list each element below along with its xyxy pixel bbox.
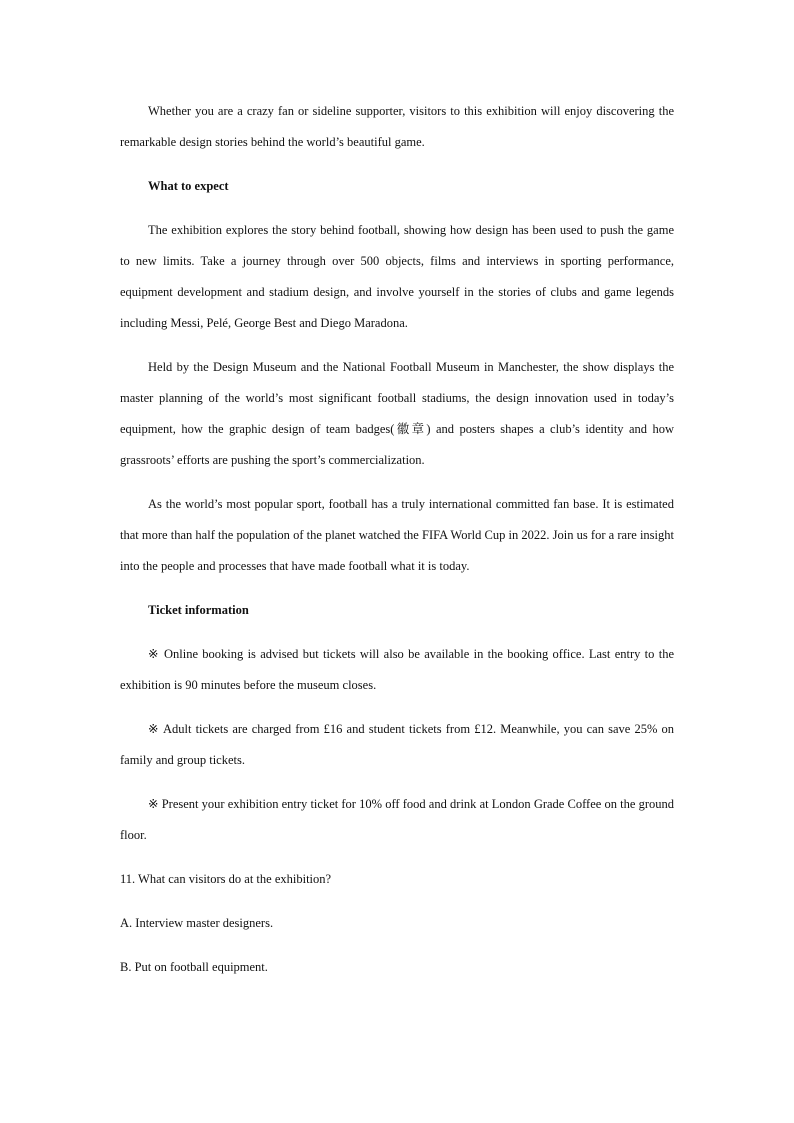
option-b: B. Put on football equipment. bbox=[120, 960, 268, 974]
ticket-item-2 bbox=[120, 714, 674, 776]
bullet-mark-icon: ※ bbox=[148, 722, 160, 736]
ticket-item-3 bbox=[120, 789, 674, 851]
bullet-mark-icon: ※ bbox=[148, 647, 160, 661]
expect-paragraph-2: Held by the Design Museum and the National Football Museum in Manchester, the show displays the master planning of the world’s most significant football stadiums, the design innovation used in today’s equipment, how the graphic design of team badges(徽章) and posters shapes a club’s identity and how grassroots’ efforts are pushing the sport’s commercialization. bbox=[120, 360, 674, 467]
ticket-item-3-text: Present your exhibition entry ticket for 10% off food and drink at London Grade Coffee on the ground floor. bbox=[120, 797, 674, 842]
heading-ticket-information: Ticket information bbox=[148, 603, 249, 617]
expect-paragraph-3: As the world’s most popular sport, football has a truly international committed fan base. It is estimated that more than half the population of the planet watched the FIFA World Cup in 2022. Join us for a rare insight into the people and processes that have made football what it is today. bbox=[120, 497, 674, 573]
option-a: A. Interview master designers. bbox=[120, 916, 274, 930]
document-page bbox=[120, 96, 674, 996]
ticket-item-1 bbox=[120, 639, 674, 701]
expect-paragraph-1: The exhibition explores the story behind football, showing how design has been used to push the game to new limits. Take a journey through over 500 objects, films and interviews in sporting performance, equipment development and stadium design, and involve yourself in the stories of clubs and game legends including Messi, Pelé, George Best and Diego Maradona. bbox=[120, 223, 674, 330]
ticket-item-1-text: Online booking is advised but tickets will also be available in the booking office. Last entry to the exhibition is 90 minutes before the museum closes. bbox=[120, 647, 674, 692]
heading-what-to-expect: What to expect bbox=[148, 179, 229, 193]
bullet-mark-icon: ※ bbox=[148, 797, 159, 811]
intro-paragraph: Whether you are a crazy fan or sideline supporter, visitors to this exhibition will enjoy discovering the remarkable design stories behind the world’s beautiful game. bbox=[120, 104, 674, 149]
question-11: 11. What can visitors do at the exhibition? bbox=[120, 872, 332, 886]
ticket-item-2-text: Adult tickets are charged from £16 and student tickets from £12. Meanwhile, you can save 25% on family and group tickets. bbox=[120, 722, 674, 767]
